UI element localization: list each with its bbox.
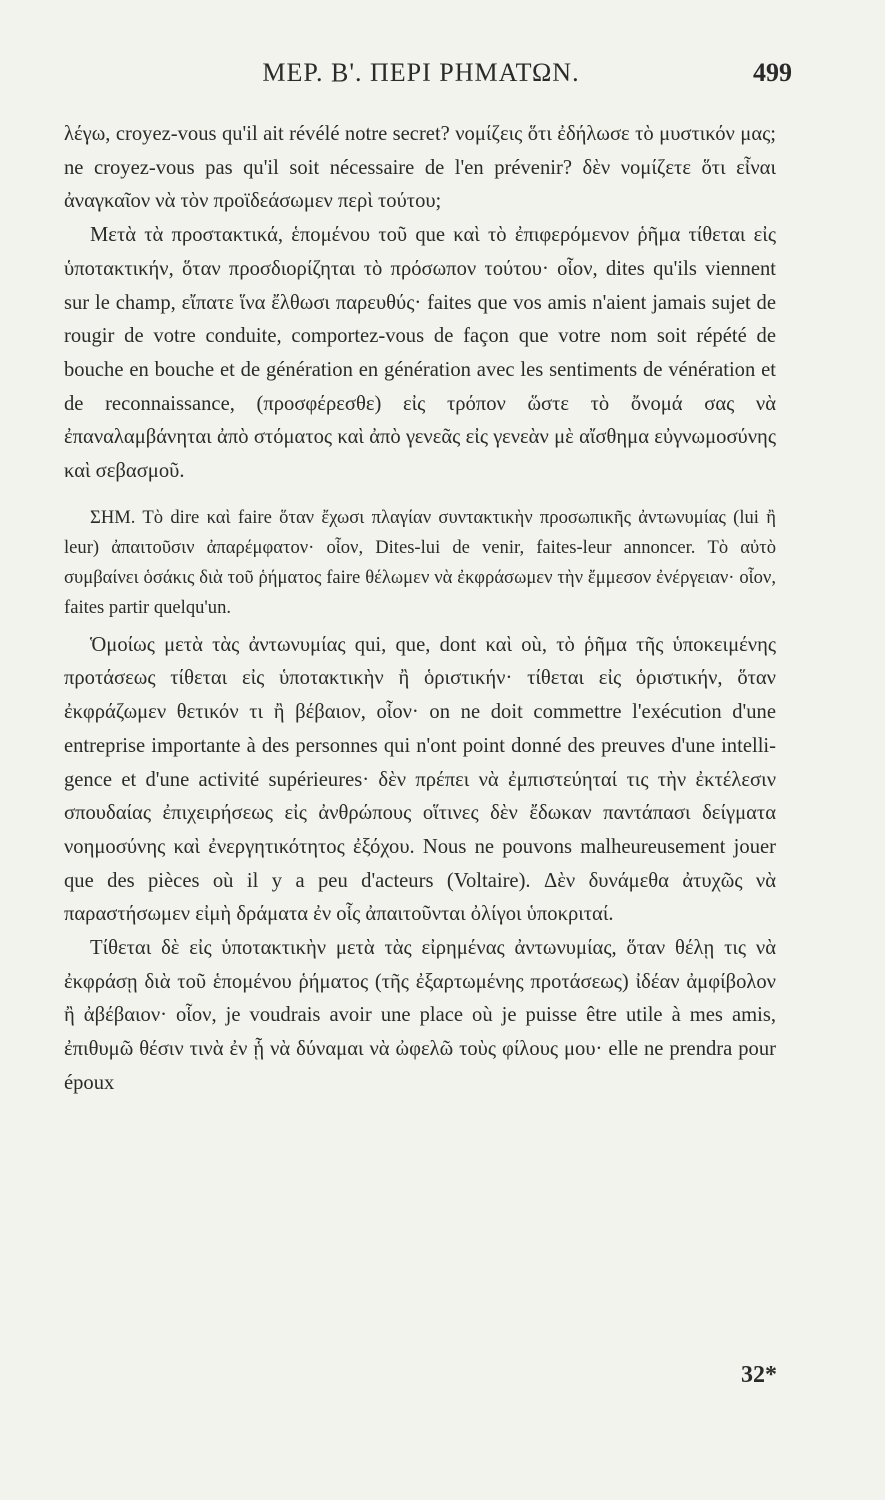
note-paragraph: ΣΗΜ. Τὸ dire καὶ faire ὅταν ἔχωσι πλαγίαν συντακτικὴν προσωπικῆς ἀντωνυμίας (lui ἢ leur) ἀπαιτοῦσιν ἀπαρέμφατον· οἷον, Dites-lui de venir, faites-leur annoncer. Τὸ αὐτὸ συμβαίνει ὁσάκις διὰ τοῦ ῥήματος faire θέλωμεν νὰ ἐκφράσωμεν τὴν ἔμμεσον ἐνέργειαν· οἷον, faites partir quelqu'un. xyxy=(64,506,776,618)
page-number: 499 xyxy=(753,58,792,87)
paragraph-subjunctive: Τίθεται δὲ εἰς ὑποτακτικὴν μετὰ τὰς εἰρημένας ἀντωνυμίας, ὅταν θέλῃ τις νὰ ἐκφράσῃ διὰ τοῦ ἑπομένου ῥήματος (τῆς ἐξαρτωμένης προτάσεως) ἰδέαν ἀμφίβολον ἢ ἀβέβαιον· οἷον, je voudrais avoir une place où je puisse être utile à mes amis, ἐπιθυμῶ θέσιν τινὰ ἐν ᾗ νὰ δύναμαι νὰ ὠφελῶ τοὺς φίλους μου· elle ne prendra pour époux xyxy=(64,937,776,1094)
paragraph-imperative: Μετὰ τὰ προστακτικά, ἑπομένου τοῦ que καὶ τὸ ἐπιφερόμενον ῥῆμα τίθεται εἰς ὑποτακτικήν, ὅταν προσδιορίζηται τὸ πρόσωπον τούτου· οἷον, dites qu'ils viennent sur le champ, εἴπατε ἵνα ἔλθωσι παρευθύς· faites que vos amis n'aient jamais sujet de rougir de votre conduite, comportez-vous de façon que votre nom soit répété de bouche en bouche et de génération en génération avec les sentiments de vénération et de reconnaissance, (προσφέρεσθε) εἰς τρόπον ὥστε τὸ ὄνομά σας νὰ ἐπαναλαμβάνηται ἀπὸ στόματος καὶ ἀπὸ γενεᾶς εἰς γενεὰν μὲ αἴσθημα εὐγνωμοσύνης καὶ σεβασμοῦ. xyxy=(64,224,776,483)
paragraph-relative-pronouns: Ὁμοίως μετὰ τὰς ἀντωνυμίας qui, que, dont καὶ où, τὸ ῥῆμα τῆς ὑποκειμένης προτάσεως τίθεται εἰς ὑποτακτικὴν ἢ ὁριστικήν· τίθεται εἰς ὁριστικήν, ὅταν ἐκφράζωμεν θετικόν τι ἢ βέβαιον, οἷον· on ne doit commettre l'exécution d'une entreprise importante à des personnes qui n'ont point donné des preuves d'une intelligence et d'une activité supérieures· δὲν πρέπει νὰ ἐμπιστεύηταί τις τὴν ἐκτέλεσιν σπουδαίας ἐπιχειρήσεως εἰς ἀνθρώπους οἵτινες δὲν ἔδωκαν παντάπασι δείγματα νοημοσύνης καὶ ἐνεργητικότητος ἐξόχου. Nous ne pouvons malheureusement jouer que des pièces où il y a peu d'acteurs (Voltaire). Δὲν δυνάμεθα ἀτυχῶς νὰ παραστήσωμεν εἰμὴ δράματα ἐν οἷς ἀπαιτοῦνται ὀλίγοι ὑποκριταί. xyxy=(64,633,777,926)
running-head: ΜΕΡ. Β'. ΠΕΡΙ ΡΗΜΑΤΩΝ. xyxy=(262,58,580,87)
body-text xyxy=(64,118,776,1101)
paragraph-continued: λέγω, croyez-vous qu'il ait révélé notre secret? νομίζεις ὅτι ἐδήλωσε τὸ μυστικόν μας; ne croyez-vous pas qu'il soit nécessaire de l'en prévenir? δὲν νομίζετε ὅτι εἶναι ἀναγκαῖον νὰ τὸν προϊδεάσωμεν περὶ τούτου; xyxy=(64,123,776,213)
signature-mark: 32* xyxy=(741,1362,777,1388)
page-header xyxy=(62,58,792,98)
